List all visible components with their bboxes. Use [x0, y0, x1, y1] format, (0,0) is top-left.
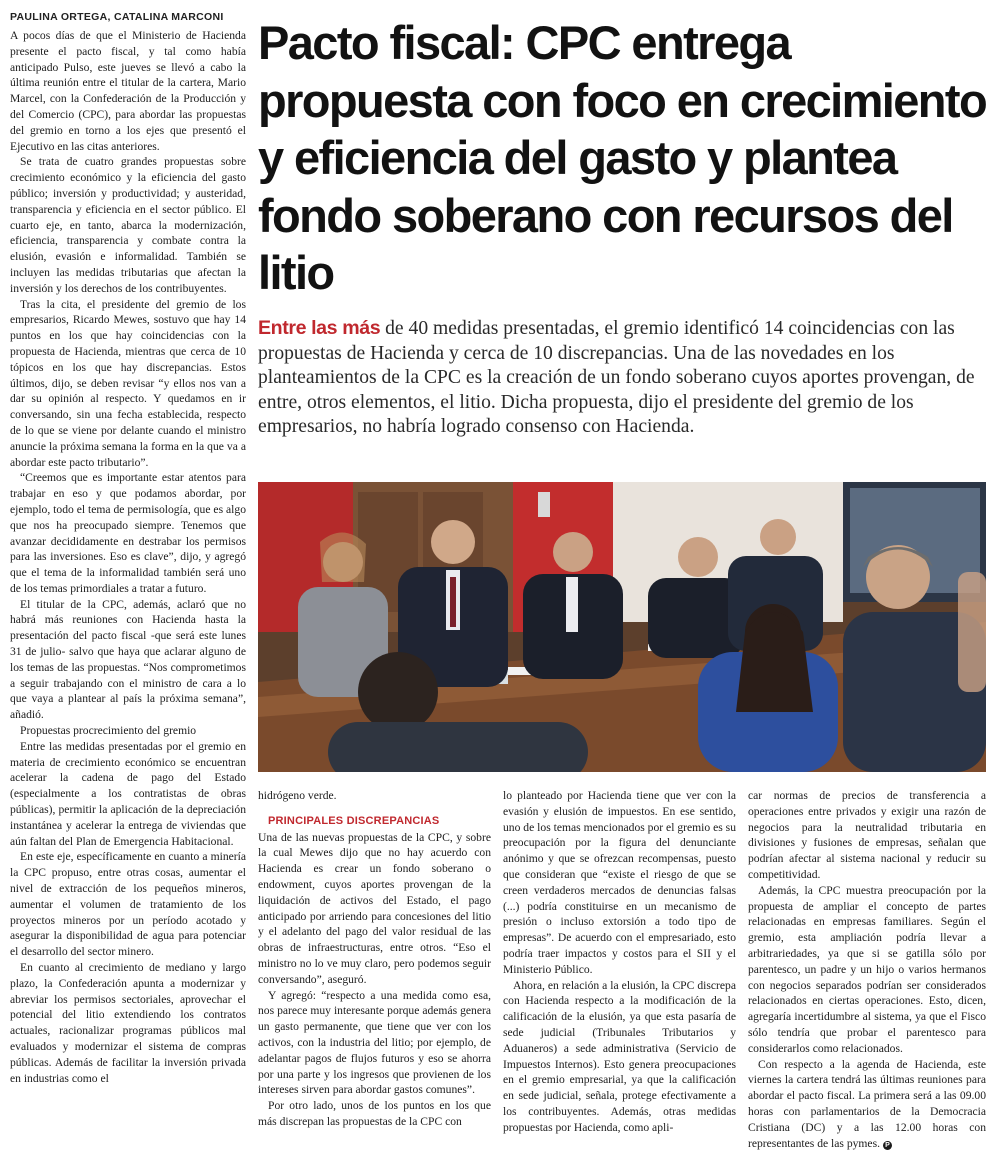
- paragraph: Tras la cita, el presidente del gremio de los empresarios, Ricardo Mewes, sostuvo que hay 14 puntos en los que hay coincidencias con la propuesta de Hacienda, mientras que cerca de 10 tópicos en los que hay discrepancias. Estos últimos, dijo, se deben revisar “y ellos nos van a dar su opinión al respecto. Y quedamos en ir conversando, sin una fecha establecida, respecto de lo que se viene por delante cuando el ministro anuncie la próxima semana la forma en la que va a abordar este pacto tributario”.: [10, 297, 246, 469]
- body-column-left: [10, 28, 246, 1168]
- paragraph: En este eje, específicamente en cuanto a minería la CPC propuso, entre otras cosas, aumentar el nivel de extracción de los pequeños mineros, aumentar el volumen de tratamiento de los proyectos mineros por un período acotado y asegurar la disponibilidad de agua para potenciar el desarrollo del sector minero.: [10, 850, 246, 959]
- byline: PAULINA ORTEGA, CATALINA MARCONI: [10, 11, 224, 23]
- paragraph: lo planteado por Hacienda tiene que ver con la evasión y elusión de impuestos. En ese sentido, uno de los temas mencionados por el gremio es su preocupación por la figura del denunciante anónimo y que se ofrezcan recompensas, puesto que consideran que “existe el riesgo de que se creen verdaderos mercados de denuncias falsas (...) podría constituirse en un mecanismo de presión o incluso extorsión a todo tipo de empresas”. De acuerdo con el empresariado, esto podría traer impactos y costos para el SII y el Ministerio Público.: [503, 789, 736, 976]
- body-column-2: [258, 788, 491, 1168]
- deck: [258, 316, 986, 440]
- headline: Pacto fiscal: CPC entrega propuesta con foco en crecimiento y eficiencia del gasto y plantea fondo soberano con recursos del litio: [258, 16, 987, 299]
- paragraph-text: Con respecto a la agenda de Hacienda, este viernes la cartera tendrá las últimas reuniones para abordar el pacto fiscal. La primera será a las 09.00 horas con parlamentarios de la Democracia Cristiana (DC) y a las 12.00 horas con representantes de las pymes.: [748, 1057, 986, 1150]
- paragraph: Se trata de cuatro grandes propuestas sobre crecimiento económico y la eficiencia del gasto público; inversión y productividad; y austeridad, transparencia y eficiencia en el sector público. El cuarto eje, en tanto, abarca la modernización, eficiencia, transparencia y combate contra la elusión, evasión e informalidad. También se incluyen las medidas tributarias que afectan la inversión y los derechos de los contribuyentes.: [10, 155, 246, 295]
- paragraph: Ahora, en relación a la elusión, la CPC discrepa con Hacienda respecto a la modificación de la calificación de la elusión, ya que esta pasaría de sede judicial (Tribunales Tributarios y Aduaneros) a sede administrativa (Servicio de Impuestos Internos). Esto genera preocupaciones en el gremio empresarial, ya que la calificación en sede judicial, señala, protege efectivamente a los contribuyentes. Además, otras medidas propuestas por Hacienda, como apli-: [503, 978, 736, 1134]
- paragraph: Una de las nuevas propuestas de la CPC, y sobre la cual Mewes dijo que no hay acuerdo con Hacienda es crear un fondo soberano o endowment, cuyos aportes provengan de la liquidación de activos del Estado, el pago anticipado por arriendo para concesiones del litio y el adelanto del pago del valor residual de las obras de infraestructuras, entre otros. “Eso el ministro no lo ve muy claro, pero podemos seguir conversando”, aseguró.: [258, 830, 491, 986]
- deck-lead: Entre las más: [258, 317, 381, 339]
- subheading: Propuestas procrecimiento del gremio: [20, 724, 197, 738]
- paragraph: A pocos días de que el Ministerio de Hacienda presente el pacto fiscal, y tal como había anticipado Pulso, este jueves se llevó a cabo la última reunión entre el titular de la cartera, Mario Marcel, con la Confederación de la Producción y del Comercio (CPC), para abordar las propuestas del gremio en torno a los ejes que presentó el Ejecutivo en las citas anteriores.: [10, 29, 246, 153]
- paragraph: Además, la CPC muestra preocupación por la propuesta de ampliar el concepto de partes relacionadas en empresas familiares. Según el gremio, esta ampliación podría llevar a arbitrariedades, ya que si se gatilla sólo por parentesco, un padre y un hijo o varios hermanos con negocios separados podrían ser considerados relacionados en ciertas operaciones. Esto, dicen, agregaría incertidumbre al sistema, ya que el Fisco sólo tendría que probar el parentesco para considerarlos como relacionados.: [748, 883, 986, 1055]
- body-column-3: [503, 788, 736, 1168]
- paragraph: Por otro lado, unos de los puntos en los que más discrepan las propuestas de la CPC con: [258, 1099, 491, 1128]
- meeting-photo: [258, 482, 986, 772]
- paragraph: Entre las medidas presentadas por el gremio en materia de crecimiento económico se encuentran acelerar la cadena de pago del Estado (especialmente a los contratistas de obras públicas), permitir la aplicación de la depreciación instantánea y acelerar la entrega de viviendas que aún faltan del Plan de Emergencia Habitacional.: [10, 739, 246, 848]
- body-column-4: [748, 788, 986, 1168]
- paragraph: [748, 1057, 986, 1152]
- paragraph: En cuanto al crecimiento de mediano y largo plazo, la Confederación apunta a modernizar y abreviar los permisos sectoriales, aprovechar el potencial del litio extendiendo los contratos actuales, racionalizar programas públicos mal evaluados y modernizar el sistema de compras públicas. Además de facilitar la inversión privada en industrias como el: [10, 961, 246, 1085]
- paragraph: car normas de precios de transferencia a operaciones entre privados y exigir una razón de negocios para la neutralidad tributaria en divisiones y fusiones de empresas, señalan que podrían afectar al sistema nacional y reducir su competitividad.: [748, 789, 986, 881]
- paragraph: El titular de la CPC, además, aclaró que no habrá más reuniones con Hacienda hasta la presentación del pacto fiscal -que será este lunes 31 de julio- salvo que haya que aclarar alguno de los temas de las propuestas. “Nos comprometimos a seguir trabajando con el ministro de cara a lo que vaya a plantear al país la próxima semana”, añadió.: [10, 597, 246, 722]
- deck-text: de 40 medidas presentadas, el gremio identificó 14 coincidencias con las propuestas de Hacienda y cerca de 10 discrepancias. Una de las novedades en los planteamientos de la CPC es la creación de un fondo soberano cuyos aportes provengan, de entre, otros elementos, el litio. Dicha propuesta, dijo el presidente del gremio de los empresarios, no habría logrado consenso con Hacienda.: [258, 318, 975, 438]
- paragraph: Y agregó: “respecto a una medida como esa, nos parece muy interesante porque además genera un gasto permanente, que tiene que ver con los activos, con la industria del litio; por ejemplo, de adelantar pagos de flujos futuros y eso se ahorra por una parte y los ingresos que provienen de los intereses sirven para abordar gastos comunes”.: [258, 988, 491, 1097]
- end-mark-icon: P: [883, 1141, 892, 1150]
- paragraph: hidrógeno verde.: [258, 789, 337, 802]
- paragraph: “Creemos que es importante estar atentos para trabajar en eso y que podamos abordar, por ejemplo, todo el tema de permisología, que es algo que nos ha preocupado siempre. Tenemos que avanzar decididamente en destrabar los permisos para las inversiones. Eso es clave”, dijo, y agregó que el tema de la informalidad también será uno de los temas primordiales a tratar a futuro.: [10, 471, 246, 595]
- section-heading: PRINCIPALES DISCREPANCIAS: [268, 814, 440, 827]
